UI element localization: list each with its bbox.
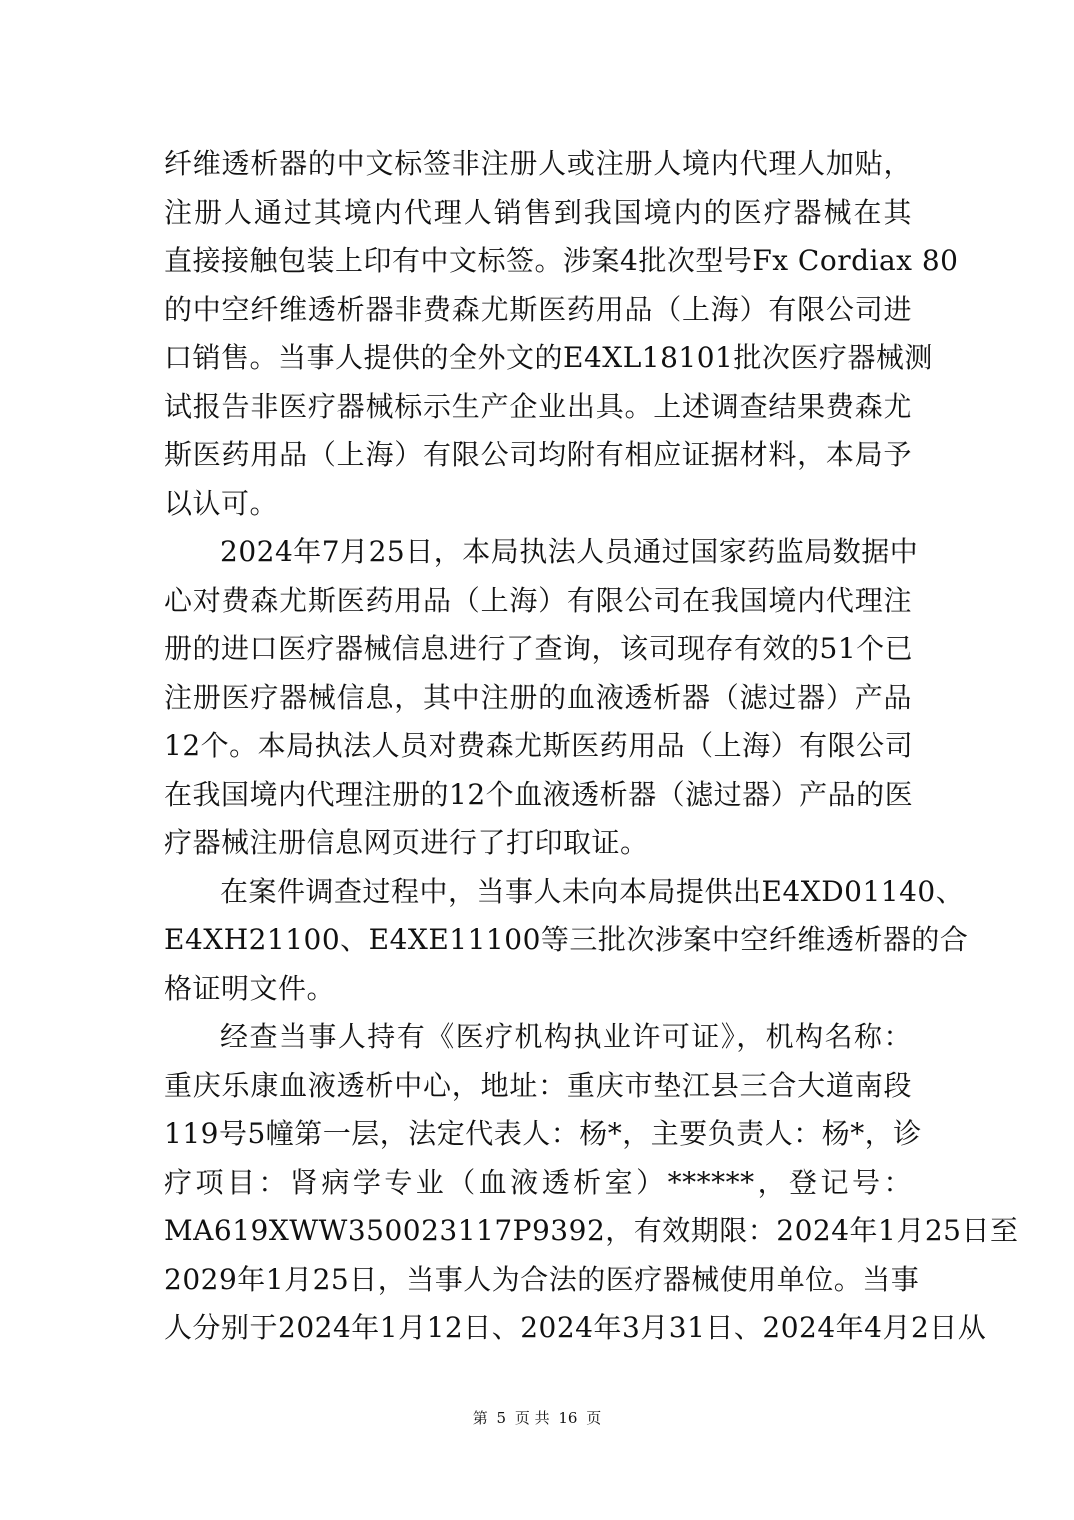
document-body: [164, 140, 1019, 1353]
text-line: 纤维透析器的中文标签非注册人或注册人境内代理人加贴，: [164, 147, 912, 180]
text-line: E4XH21100、E4XE11100等三批次涉案中空纤维透析器的合: [164, 923, 969, 956]
text-line: 试报告非医疗器械标示生产企业出具。上述调查结果费森尤: [164, 389, 912, 423]
text-line: 12个。本局执法人员对费森尤斯医药用品（上海）有限公司: [164, 729, 914, 762]
text-line: 在我国境内代理注册的12个血液透析器（滤过器）产品的医: [164, 777, 914, 811]
text-line: 心对费森尤斯医药用品（上海）有限公司在我国境内代理注: [164, 583, 912, 617]
paragraph-first-line: 在案件调查过程中，当事人未向本局提供出E4XD01140、: [220, 874, 965, 908]
total-pages: 16: [558, 1409, 578, 1427]
text-line: 119号5幢第一层，法定代表人：杨*，主要负责人：杨*，诊: [164, 1117, 922, 1150]
text-line: 以认可。: [164, 486, 279, 520]
footer-suffix: 页: [586, 1409, 602, 1427]
text-line: 口销售。当事人提供的全外文的E4XL18101批次医疗器械测: [164, 341, 933, 374]
paragraph-first-line: 经查当事人持有《医疗机构执业许可证》，机构名称：: [220, 1020, 912, 1053]
text-line: 疗项目：肾病学专业（血液透析室）******，登记号：: [164, 1165, 912, 1199]
text-line: MA619XWW350023117P9392，有效期限：2024年1月25日至: [164, 1214, 1019, 1247]
text-line: 2029年1月25日，当事人为合法的医疗器械使用单位。当事: [164, 1262, 920, 1296]
page-footer: [0, 1408, 1074, 1428]
text-line: 格证明文件。: [164, 971, 336, 1005]
text-line: 注册人通过其境内代理人销售到我国境内的医疗器械在其: [164, 195, 912, 229]
text-line: 重庆乐康血液透析中心，地址：重庆市垫江县三合大道南段: [164, 1068, 912, 1102]
footer-middle: 页 共: [514, 1409, 550, 1427]
page-number: 5: [496, 1409, 507, 1427]
footer-prefix: 第: [472, 1409, 488, 1427]
text-line: 人分别于2024年1月12日、2024年3月31日、2024年4月2日从: [164, 1311, 987, 1344]
text-line: 册的进口医疗器械信息进行了查询，该司现存有效的51个已: [164, 632, 914, 665]
text-line: 直接接触包装上印有中文标签。涉案4批次型号Fx Cordiax 80: [164, 244, 959, 277]
text-line: 斯医药用品（上海）有限公司均附有相应证据材料，本局予: [164, 438, 912, 471]
text-line: 的中空纤维透析器非费森尤斯医药用品（上海）有限公司进: [164, 292, 912, 326]
text-line: 注册医疗器械信息，其中注册的血液透析器（滤过器）产品: [164, 680, 912, 714]
paragraph-first-line: 2024年7月25日，本局执法人员通过国家药监局数据中: [220, 535, 919, 568]
text-line: 疗器械注册信息网页进行了打印取证。: [164, 826, 649, 859]
